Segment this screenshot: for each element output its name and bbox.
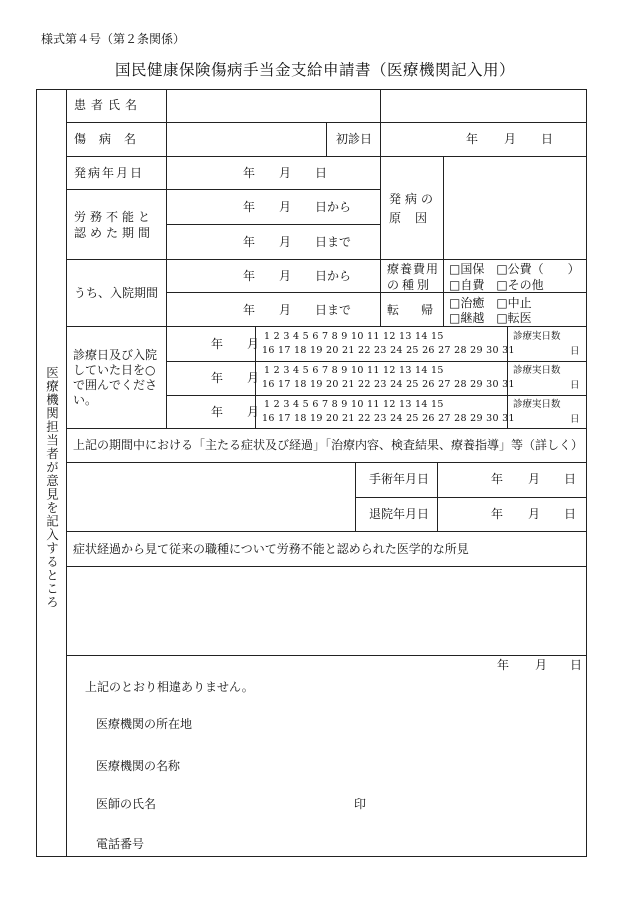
cert-month: 月 xyxy=(535,658,548,672)
illness-field[interactable] xyxy=(167,123,325,155)
visit-row3-actual-days: 診療実日数 xyxy=(513,399,561,410)
hosp-from-year: 年 xyxy=(243,269,256,283)
inability-from-month: 月 xyxy=(279,200,292,214)
surgery-year: 年 xyxy=(491,472,504,486)
seal-label: 印 xyxy=(354,797,367,811)
discharge-date-label: 退院年月日 xyxy=(369,507,430,521)
visit-row2-year-month: 年 月 xyxy=(211,371,260,385)
hosp-from-month: 月 xyxy=(279,269,292,283)
surgery-month: 月 xyxy=(528,472,541,486)
onset-year: 年 xyxy=(243,166,256,180)
certification-text: 上記のとおり相違ありません。 xyxy=(85,680,254,694)
discharge-year: 年 xyxy=(491,507,504,521)
visit-row2-days-2[interactable]: 16 17 18 19 20 21 22 23 24 25 26 27 28 29 30 31 xyxy=(262,379,515,390)
medical-cost-label-2: の種別 xyxy=(387,278,433,292)
cause-label-1: 発病の xyxy=(389,192,438,206)
symptoms-label: 上記の期間中における「主たる症状及び経過」「治療内容、検査結果、療養指導」等（詳しく） xyxy=(73,438,584,452)
form-number: 様式第４号（第２条関係） xyxy=(41,32,186,46)
visit-row2-day-unit: 日 xyxy=(570,380,580,391)
visit-days-label-1: 診療日及び入院 xyxy=(73,348,158,362)
onset-date-label: 発病年月日 xyxy=(74,166,145,180)
work-inability-label-2: 認めた期間 xyxy=(74,226,155,240)
institution-address-label: 医療機関の所在地 xyxy=(96,717,193,731)
work-inability-label-1: 労務不能と xyxy=(74,210,155,224)
inability-until-day: 日まで xyxy=(315,235,352,249)
visit-row3-year-month: 年 月 xyxy=(211,405,260,419)
medical-opinion-label: 症状経過から見て従来の職種について労務不能と認められた医学的な所見 xyxy=(73,542,469,556)
outcome-row2[interactable]: □継越 □転医 xyxy=(449,311,532,325)
cost-options-row1[interactable]: □国保 □公費（ ） xyxy=(449,262,580,276)
cert-day: 日 xyxy=(570,658,583,672)
discharge-month: 月 xyxy=(528,507,541,521)
visit-row1-day-unit: 日 xyxy=(570,346,580,357)
hosp-until-month: 月 xyxy=(279,303,292,317)
visit-row2-actual-days: 診療実日数 xyxy=(513,365,561,376)
surgery-date-label: 手術年月日 xyxy=(369,472,430,486)
institution-name-label: 医療機関の名称 xyxy=(96,759,181,773)
inability-from-day: 日から xyxy=(315,200,352,214)
cause-field[interactable] xyxy=(444,157,585,258)
form-title: 国民健康保険傷病手当金支給申請書（医療機関記入用） xyxy=(114,61,515,79)
surgery-day: 日 xyxy=(564,472,577,486)
illness-label: 傷病名 xyxy=(74,132,150,146)
side-label: 医療機関担当者が意見を記入するところ xyxy=(44,366,60,609)
discharge-day: 日 xyxy=(564,507,577,521)
symptoms-field[interactable] xyxy=(67,463,354,530)
visit-row1-days-2[interactable]: 16 17 18 19 20 21 22 23 24 25 26 27 28 29 30 31 xyxy=(262,345,515,356)
first-visit-month: 月 xyxy=(504,132,517,146)
visit-row1-days-1[interactable]: 1 2 3 4 5 6 7 8 9 10 11 12 13 14 15 xyxy=(264,331,444,342)
onset-day: 日 xyxy=(315,166,328,180)
cause-label-2: 原因 xyxy=(389,211,442,225)
first-visit-label: 初診日 xyxy=(336,132,373,146)
doctor-name-label: 医師の氏名 xyxy=(96,797,157,811)
visit-row3-days-1[interactable]: 1 2 3 4 5 6 7 8 9 10 11 12 13 14 15 xyxy=(264,399,444,410)
first-visit-day: 日 xyxy=(541,132,554,146)
inability-from-year: 年 xyxy=(243,200,256,214)
hosp-until-day: 日まで xyxy=(315,303,352,317)
phone-label: 電話番号 xyxy=(96,837,145,851)
hospitalization-label: うち、入院期間 xyxy=(74,286,159,300)
inability-until-year: 年 xyxy=(243,235,256,249)
first-visit-year: 年 xyxy=(466,132,479,146)
visit-days-label-2: していた日を○ xyxy=(73,363,156,377)
onset-month: 月 xyxy=(279,166,292,180)
visit-row3-days-2[interactable]: 16 17 18 19 20 21 22 23 24 25 26 27 28 29 30 31 xyxy=(262,413,515,424)
visit-row3-day-unit: 日 xyxy=(570,414,580,425)
visit-row1-actual-days: 診療実日数 xyxy=(513,331,561,342)
patient-name-field[interactable] xyxy=(167,90,379,121)
cost-options-row2[interactable]: □自費 □その他 xyxy=(449,278,544,292)
patient-name-label: 患者氏名 xyxy=(74,98,143,112)
outcome-label: 転帰 xyxy=(387,303,456,317)
visit-row1-year-month: 年 月 xyxy=(211,337,260,351)
hosp-from-day: 日から xyxy=(315,269,352,283)
cert-year: 年 xyxy=(497,658,510,672)
visit-row2-days-1[interactable]: 1 2 3 4 5 6 7 8 9 10 11 12 13 14 15 xyxy=(264,365,444,376)
inability-until-month: 月 xyxy=(279,235,292,249)
visit-days-label-4: い。 xyxy=(73,393,98,407)
medical-cost-label-1: 療養費用 xyxy=(387,262,440,276)
medical-opinion-field[interactable] xyxy=(67,567,585,654)
visit-days-label-3: で囲んでくださ xyxy=(73,378,158,392)
outcome-row1[interactable]: □治癒 □中止 xyxy=(449,296,532,310)
hosp-until-year: 年 xyxy=(243,303,256,317)
